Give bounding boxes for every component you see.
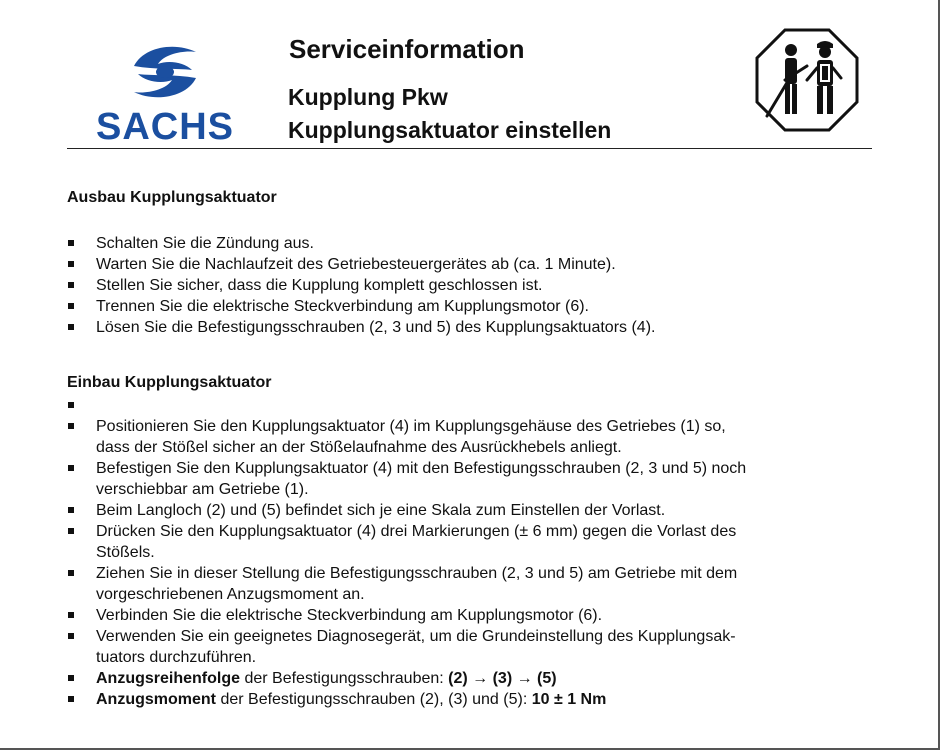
list-item: Positionieren Sie den Kupplungsaktuator (4) im Kupplungsgehäuse des Getriebes (1) so, dass der Stößel sicher an der Stößelaufnahme des Ausrückhebels anliegt. <box>67 416 867 458</box>
page-subtitle-category: Kupplung Pkw <box>288 84 448 110</box>
bullet-square-icon <box>68 261 74 267</box>
header-divider <box>67 148 872 149</box>
bullet-square-icon <box>68 696 74 702</box>
list-item <box>67 395 867 416</box>
list-item: Schalten Sie die Zündung aus. <box>67 233 867 254</box>
list-item: Stellen Sie sicher, dass die Kupplung komplett geschlossen ist. <box>67 275 867 296</box>
list-item-sequence: Anzugsreihenfolge der Befestigungsschrauben: (2) → (3) → (5) <box>67 668 867 689</box>
bullet-square-icon <box>68 240 74 246</box>
bullet-square-icon <box>68 282 74 288</box>
list-item: Beim Langloch (2) und (5) befindet sich je eine Skala zum Einstellen der Vorlast. <box>67 500 867 521</box>
list-item-torque: Anzugsmoment der Befestigungsschrauben (2), (3) und (5): 10 ± 1 Nm <box>67 689 867 710</box>
list-item: Ziehen Sie in dieser Stellung die Befestigungsschrauben (2, 3 und 5) am Getriebe mit dem vorgeschriebenen Anzugsmoment an. <box>67 563 867 605</box>
list-item: Verwenden Sie ein geeignetes Diagnosegerät, um die Grundeinstellung des Kupplungsak- tuators durchzuführen. <box>67 626 867 668</box>
list-item: Trennen Sie die elektrische Steckverbindung am Kupplungsmotor (6). <box>67 296 867 317</box>
list-item: Drücken Sie den Kupplungsaktuator (4) drei Markierungen (± 6 mm) gegen die Vorlast des Stößels. <box>67 521 867 563</box>
removal-steps-list <box>67 233 867 338</box>
installation-steps-list <box>67 395 867 710</box>
bullet-square-icon <box>68 675 74 681</box>
list-item: Verbinden Sie die elektrische Steckverbindung am Kupplungsmotor (6). <box>67 605 867 626</box>
bullet-square-icon <box>68 570 74 576</box>
bullet-square-icon <box>68 303 74 309</box>
list-item: Befestigen Sie den Kupplungsaktuator (4) mit den Befestigungsschrauben (2, 3 und 5) noch verschiebbar am Getriebe (1). <box>67 458 867 500</box>
bullet-square-icon <box>68 633 74 639</box>
bullet-square-icon <box>68 324 74 330</box>
bullet-square-icon <box>68 423 74 429</box>
logo-text: SACHS <box>95 106 235 148</box>
section-title-removal: Ausbau Kupplungsaktuator <box>67 189 277 206</box>
bullet-square-icon <box>68 507 74 513</box>
page-title: Serviceinformation <box>289 34 525 64</box>
bullet-square-icon <box>68 465 74 471</box>
bullet-square-icon <box>68 528 74 534</box>
list-item: Warten Sie die Nachlaufzeit des Getriebesteuergerätes ab (ca. 1 Minute). <box>67 254 867 275</box>
bullet-square-icon <box>68 402 74 408</box>
mechanic-work-sign-icon <box>755 28 859 132</box>
list-item: Lösen Sie die Befestigungsschrauben (2, 3 und 5) des Kupplungsaktuators (4). <box>67 317 867 338</box>
section-title-installation: Einbau Kupplungsaktuator <box>67 374 272 391</box>
bullet-square-icon <box>68 612 74 618</box>
page-subtitle-topic: Kupplungsaktuator einstellen <box>288 117 612 143</box>
